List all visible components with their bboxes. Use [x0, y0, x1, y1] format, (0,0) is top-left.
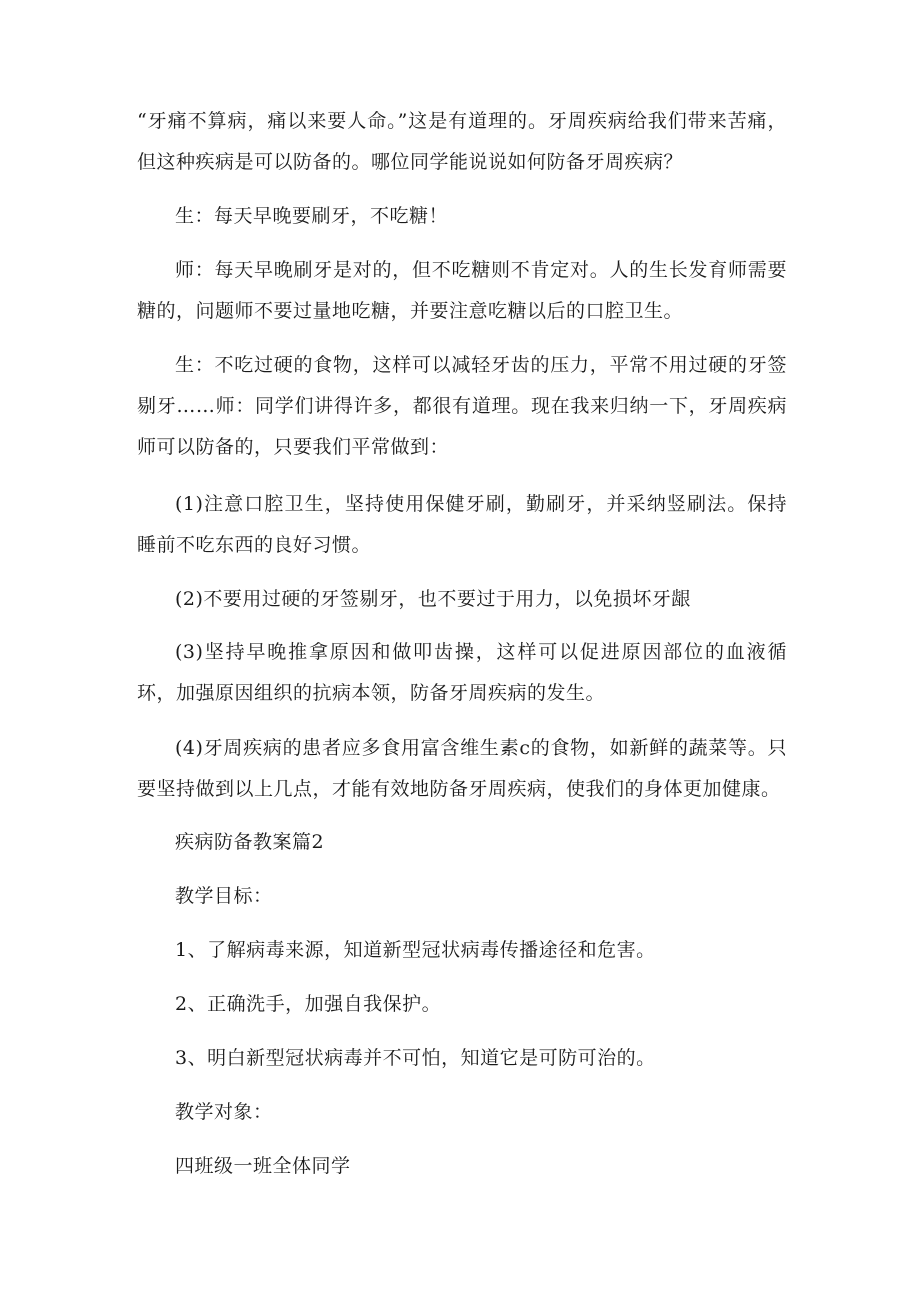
- teaching-target-heading: 教学对象：: [175, 1101, 273, 1123]
- teacher-reply-1: 师：每天早晚刷牙是对的，但不吃糖则不肯定对。人的生长发育师需要糖的，问题师不要过量地吃糖，并要注意吃糖以后的口腔卫生。: [137, 259, 787, 322]
- teaching-goals-heading: 教学目标：: [175, 885, 273, 907]
- student-answer-1: 生：每天早晚要刷牙，不吃糖！: [175, 205, 449, 227]
- goal-item-1: 1、了解病毒来源，知道新型冠状病毒传播途径和危害。: [175, 939, 656, 961]
- section-heading: 疾病防备教案篇2: [175, 831, 325, 853]
- goal-item-2: 2、正确洗手，加强自我保护。: [175, 993, 442, 1015]
- student-answer-2: 生：不吃过硬的食物，这样可以减轻牙齿的压力，平常不用过硬的牙签剔牙……师：同学们讲得许多，都很有道理。现在我来归纳一下，牙周疾病师可以防备的，只要我们平常做到：: [137, 354, 787, 458]
- goal-item-3: 3、明白新型冠状病毒并不可怕，知道它是可防可治的。: [175, 1047, 656, 1069]
- tip-item-4: (4)牙周疾病的患者应多食用富含维生素c的食物，如新鲜的蔬菜等。只要坚持做到以上几点，才能有效地防备牙周疾病，使我们的身体更加健康。: [137, 737, 787, 800]
- tip-item-2: (2)不要用过硬的牙签剔牙，也不要过于用力，以免损坏牙龈: [175, 588, 691, 610]
- teaching-target-value: 四班级一班全体同学: [175, 1155, 351, 1177]
- intro-paragraph: “牙痛不算病，痛以来要人命。”这是有道理的。牙周疾病给我们带来苦痛，但这种疾病是可以防备的。哪位同学能说说如何防备牙周疾病？: [137, 110, 787, 173]
- tip-item-3: (3)坚持早晚推拿原因和做叩齿操，这样可以促进原因部位的血液循环，加强原因组织的抗病本领，防备牙周疾病的发生。: [137, 641, 787, 704]
- tip-item-1: (1)注意口腔卫生，坚持使用保健牙刷，勤刷牙，并采纳竖刷法。保持睡前不吃东西的良好习惯。: [137, 493, 787, 556]
